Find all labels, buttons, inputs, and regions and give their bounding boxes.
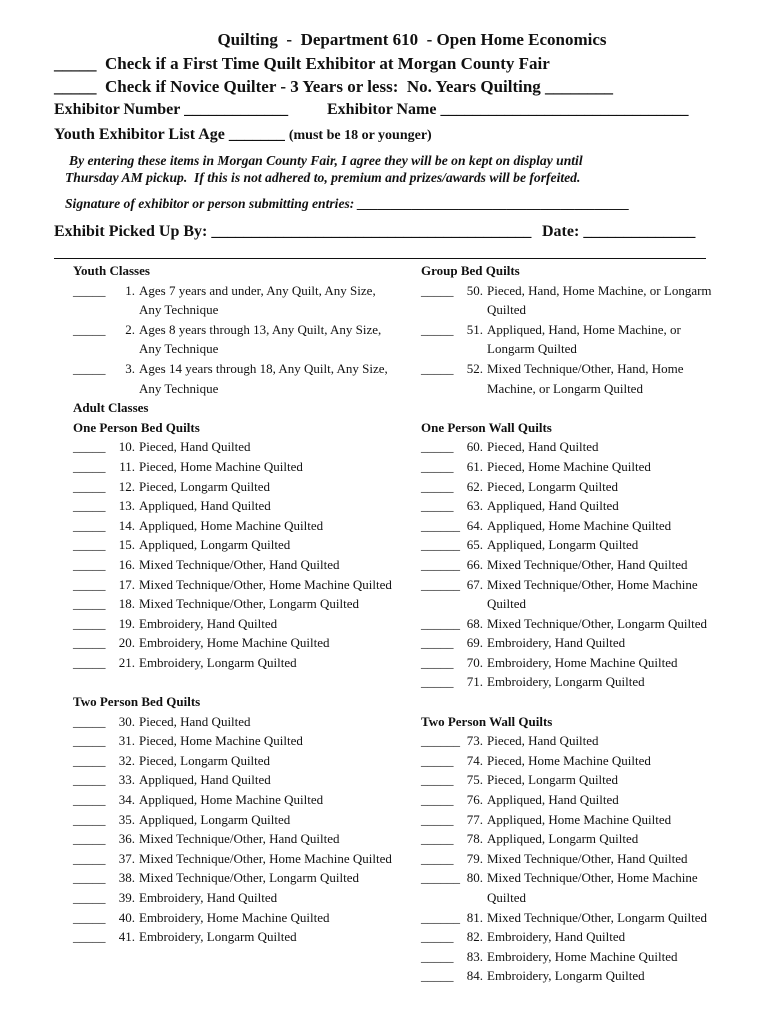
entry-blank[interactable]: _____ [421,654,454,670]
class-entry[interactable] [421,496,731,516]
class-entry[interactable] [421,790,731,810]
class-number: 21. [118,654,135,670]
class-number: 39. [118,890,135,905]
entry-blank[interactable]: _____ [73,439,106,455]
class-number: 14. [118,517,135,533]
entry-blank[interactable]: _____ [73,635,106,651]
youth-age-field[interactable] [54,126,432,144]
class-description: Appliqued, Hand Quilted [487,792,619,808]
class-entry[interactable] [73,614,393,634]
class-number: 30. [118,713,135,729]
class-number: 37. [118,850,135,866]
entry-blank[interactable]: _____ [73,458,106,474]
entry-blank[interactable]: _____ [421,321,454,337]
class-description: Mixed Technique/Other, Hand Quilted [487,850,688,866]
class-entry[interactable] [73,810,393,830]
class-entry[interactable] [73,829,393,849]
class-entry[interactable] [73,888,393,908]
entry-blank[interactable]: _____ [73,850,106,866]
class-entry[interactable] [73,927,393,947]
class-entry[interactable] [73,516,393,536]
class-number: 18. [118,596,135,612]
class-description: Mixed Technique/Other, Hand, Home Machine, or Longarm Quilted [487,360,684,396]
class-entry[interactable] [73,712,393,732]
class-number: 17. [118,576,135,592]
class-description: Appliqued, Longarm Quilted [487,537,639,553]
one-person-bed-list [73,437,393,672]
class-description: Pieced, Home Machine Quilted [139,733,303,749]
first-time-label: Check if a First Time Quilt Exhibitor at Morgan County Fair [105,53,550,73]
class-description: Appliqued, Home Machine Quilted [487,811,672,827]
entry-blank[interactable]: _____ [421,929,454,945]
entry-blank[interactable]: ______ [421,615,460,631]
class-entry[interactable] [73,770,393,790]
class-number: 71. [466,674,483,690]
entry-blank[interactable]: _____ [73,811,106,827]
class-entry[interactable] [421,516,731,536]
class-number: 74. [466,752,483,768]
entry-blank[interactable]: _____ [73,615,106,631]
class-description: Pieced, Home Machine Quilted [139,458,303,474]
class-entry[interactable] [73,496,393,516]
class-entry[interactable] [73,457,393,477]
entry-blank[interactable]: _____ [73,478,106,494]
class-description: Embroidery, Hand Quilted [487,929,626,945]
entry-blank[interactable]: _____ [421,792,454,808]
entry-blank[interactable]: _____ [421,360,454,376]
class-number: 64. [466,517,483,533]
class-description: Appliqued, Home Machine Quilted [487,517,672,533]
class-number: 51. [466,321,483,337]
class-description: Mixed Technique/Other, Home Machine Quilted [487,576,698,612]
class-description: Mixed Technique/Other, Home Machine Quilted [139,576,392,592]
class-entry[interactable] [73,320,393,359]
class-number: 78. [466,831,483,847]
class-description: Appliqued, Longarm Quilted [487,831,639,847]
class-entry[interactable] [73,535,393,555]
class-entry[interactable] [421,868,731,907]
class-number: 3. [125,360,135,376]
class-entry[interactable] [73,555,393,575]
class-number: 61. [466,458,483,474]
entry-blank[interactable]: _____ [73,576,106,592]
entry-blank[interactable]: _____ [73,360,106,376]
class-description: Embroidery, Home Machine Quilted [139,635,330,651]
class-number: 65. [466,537,483,553]
entry-blank[interactable]: _____ [421,439,454,455]
entry-blank[interactable]: ______ [421,517,460,533]
novice-blank[interactable]: _____ [54,77,97,96]
class-entry[interactable] [421,810,731,830]
class-number: 19. [118,615,135,631]
entry-blank[interactable]: _____ [421,458,454,474]
entry-blank[interactable]: _____ [73,282,106,298]
two-person-bed-list [73,712,393,947]
class-number: 32. [118,752,135,768]
entry-blank[interactable]: _____ [73,537,106,553]
class-number: 66. [466,556,483,572]
class-description: Mixed Technique/Other, Hand Quilted [139,831,340,847]
class-description: Appliqued, Longarm Quilted [139,537,291,553]
class-number: 2. [125,321,135,337]
entry-blank[interactable]: _____ [73,929,106,945]
class-description: Mixed Technique/Other, Longarm Quilted [139,596,359,612]
class-description: Pieced, Hand Quilted [139,713,251,729]
class-description: Appliqued, Longarm Quilted [139,811,291,827]
two-person-bed-title: Two Person Bed Quilts [73,694,201,710]
class-description: Ages 8 years through 13, Any Quilt, Any Size, Any Technique [139,321,382,357]
class-description: Embroidery, Hand Quilted [139,615,278,631]
class-description: Pieced, Hand Quilted [487,733,599,749]
entry-blank[interactable]: _____ [421,772,454,788]
agreement-line-2: Thursday AM pickup. If this is not adhered to, premium and prizes/awards will be forfeited. [65,170,581,185]
class-description: Appliqued, Home Machine Quilted [139,517,324,533]
entry-blank[interactable]: _____ [421,968,454,984]
novice-quilter-check[interactable] [0,75,770,99]
class-description: Mixed Technique/Other, Home Machine Quilted [139,850,392,866]
entry-blank[interactable]: _____ [421,478,454,494]
class-description: Mixed Technique/Other, Hand Quilted [487,556,688,572]
class-number: 41. [118,929,135,945]
class-description: Pieced, Longarm Quilted [139,752,271,768]
class-entry[interactable] [421,535,731,555]
class-description: Embroidery, Longarm Quilted [139,654,297,670]
class-number: 50. [466,282,483,298]
class-description: Mixed Technique/Other, Longarm Quilted [487,909,707,925]
class-description: Ages 7 years and under, Any Quilt, Any Size, Any Technique [139,282,376,318]
class-entry[interactable] [73,790,393,810]
class-description: Ages 14 years through 18, Any Quilt, Any Size, Any Technique [139,360,388,396]
entry-blank[interactable]: _____ [73,909,106,925]
class-number: 16. [118,556,135,572]
entry-blank[interactable]: _____ [421,850,454,866]
class-number: 13. [118,498,135,514]
entry-blank[interactable]: _____ [73,772,106,788]
class-number: 77. [466,811,483,827]
class-description: Appliqued, Hand Quilted [139,498,271,514]
class-entry[interactable] [421,672,731,692]
class-entry[interactable] [73,575,393,595]
two-person-wall-title: Two Person Wall Quilts [421,713,553,729]
entry-blank[interactable]: _____ [421,282,454,298]
class-number: 12. [118,478,135,494]
class-description: Pieced, Home Machine Quilted [487,752,651,768]
class-entry[interactable] [421,829,731,849]
class-number: 10. [118,439,135,455]
entry-blank[interactable]: _____ [73,733,106,749]
entry-blank[interactable]: _____ [73,870,106,886]
class-description: Pieced, Hand Quilted [139,439,251,455]
class-entry[interactable] [421,320,731,359]
class-number: 15. [118,537,135,553]
spacer [421,398,731,418]
class-entry[interactable] [421,477,731,497]
class-number: 75. [466,772,483,788]
class-description: Appliqued, Home Machine Quilted [139,792,324,808]
entry-blank[interactable]: _____ [73,752,106,768]
class-entry[interactable] [73,281,393,320]
class-entry[interactable] [421,555,731,575]
class-number: 1. [125,282,135,298]
class-entry[interactable] [73,594,393,614]
class-number: 73. [466,733,483,749]
class-entry[interactable] [73,477,393,497]
class-entry[interactable] [421,947,731,967]
novice-label: Check if Novice Quilter - 3 Years or less: No. Years Quilting ________ [105,77,614,96]
entry-blank[interactable]: _____ [421,831,454,847]
class-number: 81. [466,909,483,925]
one-person-wall-list [421,437,731,692]
entry-blank[interactable]: _____ [421,635,454,651]
class-entry[interactable] [421,927,731,947]
entry-blank[interactable]: _____ [73,713,106,729]
class-number: 60. [466,439,483,455]
one-person-wall-title: One Person Wall Quilts [421,419,552,435]
class-number: 33. [118,772,135,788]
class-number: 62. [466,478,483,494]
class-description: Embroidery, Home Machine Quilted [139,909,330,925]
entry-blank[interactable]: _____ [73,321,106,337]
class-description: Pieced, Home Machine Quilted [487,458,651,474]
left-column [73,261,393,947]
right-column [421,261,731,986]
agreement-line-1: By entering these items in Morgan County Fair, I agree they will be on kept on display until [69,153,583,168]
entry-blank[interactable]: ______ [421,576,460,592]
entry-blank[interactable]: ______ [421,870,460,886]
class-description: Embroidery, Home Machine Quilted [487,654,678,670]
class-description: Embroidery, Longarm Quilted [139,929,297,945]
class-description: Embroidery, Longarm Quilted [487,968,645,984]
class-entry[interactable] [73,633,393,653]
entry-blank[interactable]: ______ [421,909,460,925]
entry-blank[interactable]: ______ [421,537,460,553]
class-description: Pieced, Longarm Quilted [487,772,619,788]
two-person-wall-list [421,731,731,986]
class-description: Pieced, Hand, Home Machine, or Longarm Quilted [487,282,712,318]
first-time-exhibitor-check[interactable] [0,52,770,76]
spacer [421,692,731,712]
section-divider [54,258,706,259]
class-number: 34. [118,792,135,808]
class-description: Embroidery, Hand Quilted [139,890,278,905]
class-number: 20. [118,635,135,651]
class-entry[interactable] [421,614,731,634]
class-description: Mixed Technique/Other, Hand Quilted [139,556,340,572]
entry-blank[interactable]: _____ [73,596,106,612]
first-time-blank[interactable]: _____ [54,53,97,73]
entry-blank[interactable]: _____ [73,831,106,847]
entry-blank[interactable]: _____ [421,948,454,964]
class-entry[interactable] [421,966,731,986]
entry-blank[interactable]: _____ [73,792,106,808]
page-title: Quilting - Department 610 - Open Home Economics [217,30,607,49]
class-entry[interactable] [421,457,731,477]
class-number: 79. [466,850,483,866]
youth-classes-list [73,281,393,399]
entry-blank[interactable]: _____ [73,654,106,670]
class-number: 83. [466,948,483,964]
entry-blank[interactable]: ______ [421,556,460,572]
class-number: 63. [466,498,483,514]
class-entry[interactable] [421,437,731,457]
class-entry[interactable] [421,633,731,653]
spacer [73,672,393,692]
exhibitor-number-field[interactable]: Exhibitor Number _____________ [54,101,289,118]
class-description: Mixed Technique/Other, Home Machine Quilted [487,870,698,905]
class-number: 11. [119,458,135,474]
class-entry[interactable] [421,359,731,398]
one-person-bed-title: One Person Bed Quilts [73,419,200,435]
class-entry[interactable] [421,751,731,771]
class-number: 52. [466,360,483,376]
class-entry[interactable] [73,437,393,457]
class-number: 80. [466,870,483,886]
class-number: 35. [118,811,135,827]
class-entry[interactable] [73,849,393,869]
entry-blank[interactable]: _____ [73,517,106,533]
entry-blank[interactable]: ______ [421,733,460,749]
class-entry[interactable] [421,731,731,751]
class-number: 36. [118,831,135,847]
class-entry[interactable] [73,359,393,398]
class-description: Appliqued, Hand, Home Machine, or Longarm Quilted [487,321,681,357]
class-entry[interactable] [421,281,731,320]
class-number: 84. [466,968,483,984]
class-description: Pieced, Hand Quilted [487,439,599,455]
form-header [0,28,770,99]
class-number: 68. [466,615,483,631]
class-entry[interactable] [73,731,393,751]
entry-blank[interactable]: _____ [73,890,106,905]
class-entry[interactable] [73,908,393,928]
date-field[interactable]: Date: ______________ [542,223,696,240]
entry-blank[interactable]: _____ [73,556,106,572]
entry-blank[interactable]: _____ [421,674,454,690]
exhibitor-name-field[interactable]: Exhibitor Name _______________________________ [327,101,689,118]
class-number: 31. [118,733,135,749]
entry-blank[interactable]: _____ [421,498,454,514]
class-number: 76. [466,792,483,808]
class-description: Embroidery, Longarm Quilted [487,674,645,690]
class-entry[interactable] [421,849,731,869]
class-entry[interactable] [421,575,731,614]
signature-field[interactable]: Signature of exhibitor or person submitting entries: ________________________________________ [65,196,630,211]
class-description: Mixed Technique/Other, Longarm Quilted [487,615,707,631]
class-entry[interactable] [73,751,393,771]
class-number: 70. [466,654,483,670]
entry-blank[interactable]: _____ [421,752,454,768]
class-number: 82. [466,929,483,945]
class-number: 38. [118,870,135,886]
class-description: Embroidery, Home Machine Quilted [487,948,678,964]
class-entry[interactable] [73,653,393,673]
class-number: 67. [466,576,483,592]
class-description: Mixed Technique/Other, Longarm Quilted [139,870,359,886]
class-entry[interactable] [421,653,731,673]
entry-blank[interactable]: _____ [73,498,106,514]
class-description: Pieced, Longarm Quilted [139,478,271,494]
picked-up-by-field[interactable]: Exhibit Picked Up By: ________________________________________ [54,223,532,240]
class-description: Appliqued, Hand Quilted [487,498,619,514]
group-bed-title: Group Bed Quilts [421,263,520,278]
adult-classes-title: Adult Classes [73,400,149,416]
youth-classes-title: Youth Classes [73,263,150,278]
group-bed-list [421,281,731,399]
class-description: Appliqued, Hand Quilted [139,772,271,788]
class-entry[interactable] [73,868,393,888]
class-description: Pieced, Longarm Quilted [487,478,619,494]
youth-age-note: (must be 18 or younger) [288,128,432,143]
class-entry[interactable] [421,908,731,928]
class-number: 69. [466,635,483,651]
entry-blank[interactable]: _____ [421,811,454,827]
class-description: Embroidery, Hand Quilted [487,635,626,651]
class-entry[interactable] [421,770,731,790]
class-number: 40. [118,909,135,925]
youth-age-label[interactable]: Youth Exhibitor List Age _______ [54,126,285,143]
